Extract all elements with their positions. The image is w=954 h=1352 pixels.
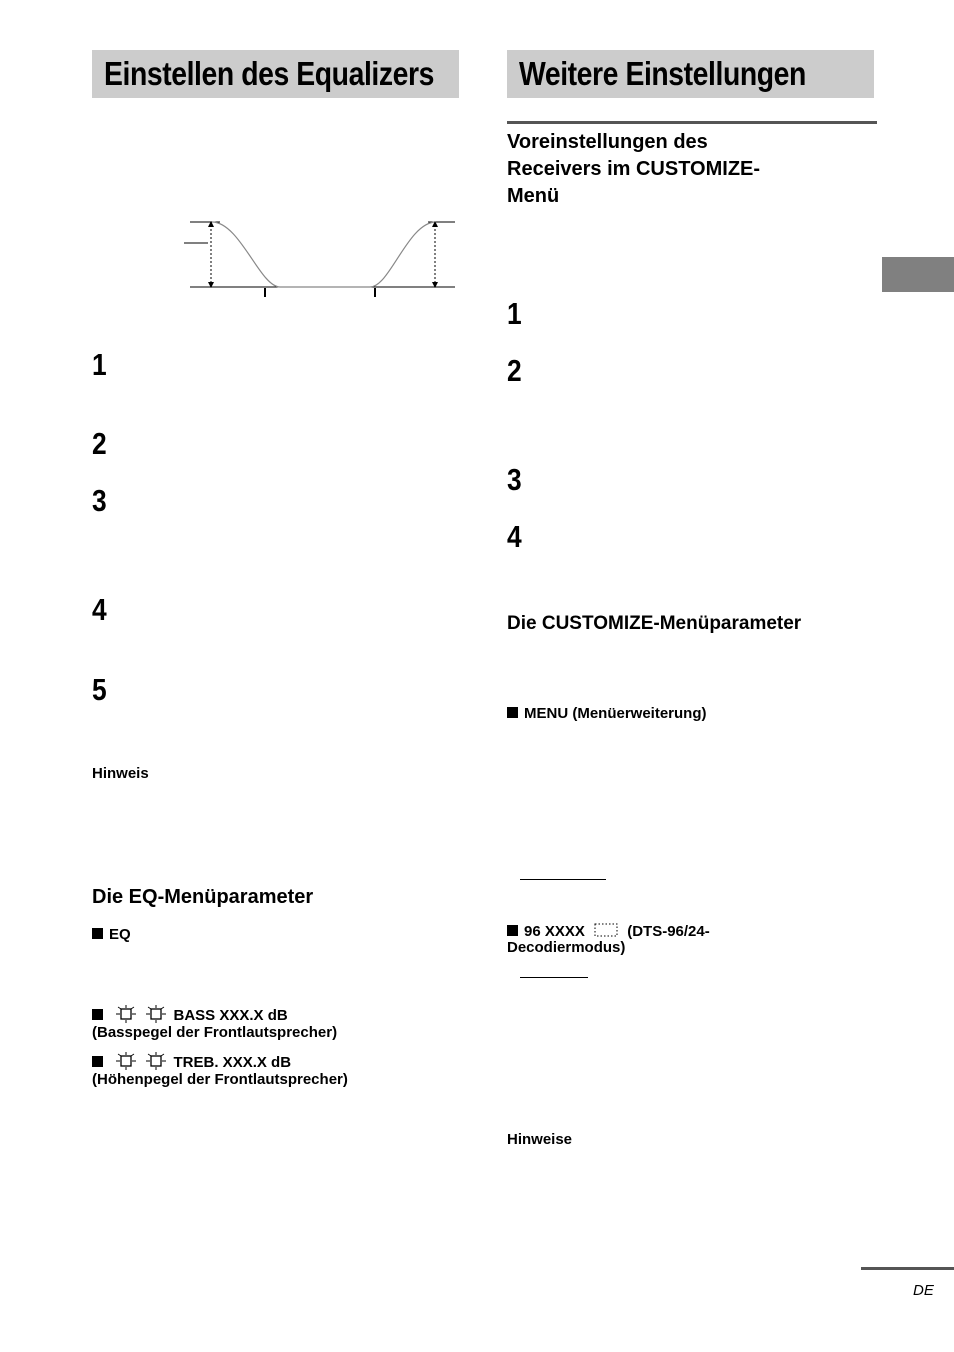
left-title: Einstellen des Equalizers xyxy=(104,55,434,92)
left-title-box xyxy=(92,50,459,98)
param-treb-desc: (Höhenpegel der Frontlautsprecher) xyxy=(92,1071,348,1088)
left-step-2: 2 xyxy=(92,426,107,461)
right-step-4: 4 xyxy=(507,519,522,554)
left-note-heading: Hinweis xyxy=(92,765,149,782)
right-step-2: 2 xyxy=(507,353,522,388)
customize-section-heading: Voreinstellungen des Receivers im CUSTOMIZE- Menü xyxy=(507,131,761,207)
underline-rule-1 xyxy=(520,879,606,880)
dotted-frame-icon xyxy=(591,921,621,939)
param-96-desc: Decodiermodus) xyxy=(507,939,626,956)
footer-rule xyxy=(861,1267,954,1270)
left-step-3: 3 xyxy=(92,483,107,518)
front-left-speaker-icon xyxy=(115,1005,137,1023)
section-rule xyxy=(507,121,877,124)
right-notes-heading: Hinweise xyxy=(507,1131,573,1148)
left-step-1: 1 xyxy=(92,347,107,382)
param-bass-desc: (Basspegel der Frontlautsprecher) xyxy=(92,1024,338,1041)
eq-curve-diagram xyxy=(180,215,460,300)
customize-params-heading: Die CUSTOMIZE-Menüparameter xyxy=(507,613,802,634)
bullet-square-icon xyxy=(507,707,518,718)
front-left-speaker-icon xyxy=(115,1052,137,1070)
param-bass: BASS XXX.X dB xyxy=(92,1005,288,1025)
left-step-4: 4 xyxy=(92,592,107,627)
chapter-tab xyxy=(882,257,954,292)
front-right-speaker-icon xyxy=(145,1005,167,1023)
bass-curve xyxy=(212,222,280,287)
front-right-speaker-icon xyxy=(145,1052,167,1070)
footer-language: DE xyxy=(913,1282,934,1299)
eq-section-heading: Die EQ-Menüparameter xyxy=(92,886,314,908)
left-step-5: 5 xyxy=(92,672,107,707)
right-step-3: 3 xyxy=(507,462,522,497)
treble-curve xyxy=(370,222,436,287)
param-treb: TREB. XXX.X dB xyxy=(92,1052,291,1072)
bullet-square-icon xyxy=(92,1056,103,1067)
right-title-box xyxy=(507,50,874,98)
right-step-1: 1 xyxy=(507,296,522,331)
param-96: 96 XXXX (DTS-96/24- xyxy=(507,921,710,941)
underline-rule-2 xyxy=(520,977,588,978)
right-title: Weitere Einstellungen xyxy=(519,55,806,92)
param-menu: MENU (Menüerweiterung) xyxy=(507,705,707,723)
bullet-square-icon xyxy=(92,1009,103,1020)
bullet-square-icon xyxy=(92,928,103,939)
param-eq: EQ xyxy=(92,926,131,944)
bullet-square-icon xyxy=(507,925,518,936)
